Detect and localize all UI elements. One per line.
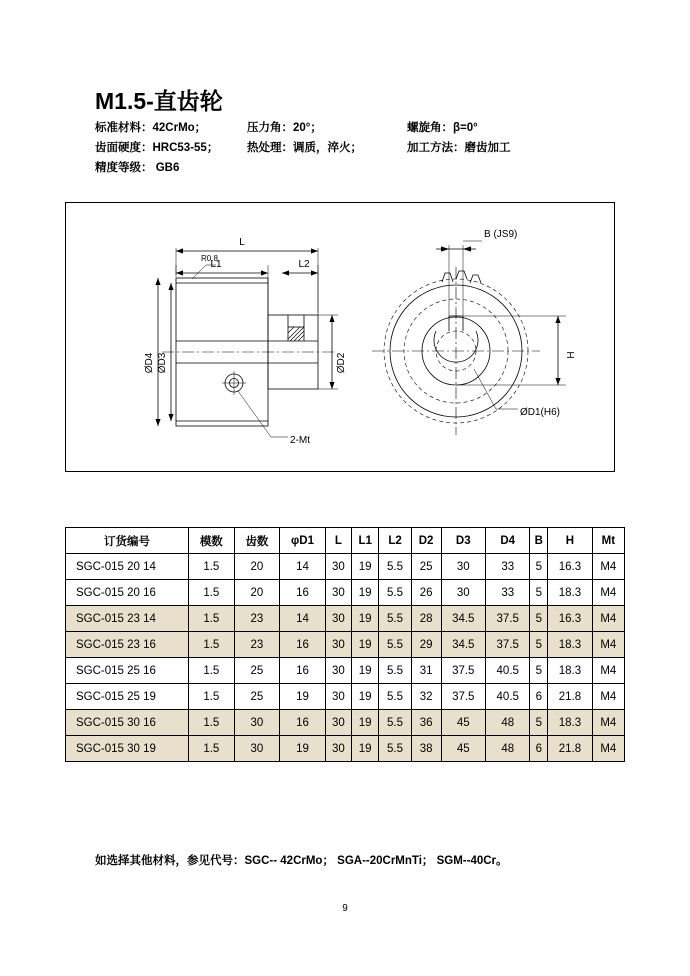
technical-drawing [65,202,615,472]
spec-accuracy-grade: 精度等级： GB6 [95,162,180,174]
cell-h: 21.8 [548,736,592,762]
cell-l: 30 [325,710,351,736]
cell-d4: 40.5 [486,658,530,684]
cell-mt: M4 [592,580,624,606]
spec-table-wrapper [65,527,625,762]
cell-l2: 5.5 [379,658,411,684]
cell-teeth: 23 [234,606,280,632]
spec-row [95,158,615,178]
cell-d4: 48 [486,736,530,762]
cell-order-code: SGC-015 23 16 [66,632,189,658]
col-header-d2: D2 [411,528,441,554]
cell-l1: 19 [351,710,378,736]
table-row [66,632,625,658]
col-header-module: 模数 [189,528,235,554]
cell-l: 30 [325,554,351,580]
cell-mt: M4 [592,554,624,580]
dim-label-radius: R0.8 [201,254,218,263]
cell-teeth: 20 [234,580,280,606]
table-row [66,580,625,606]
cell-teeth: 20 [234,554,280,580]
cell-d1: 16 [280,632,326,658]
cell-d2: 29 [411,632,441,658]
cell-module: 1.5 [189,710,235,736]
cell-teeth: 30 [234,710,280,736]
page-title: M1.5-直齿轮 [95,88,223,114]
cell-d4: 33 [486,580,530,606]
cell-b: 5 [530,632,548,658]
cell-d2: 28 [411,606,441,632]
col-header-d4: D4 [486,528,530,554]
cell-d4: 40.5 [486,684,530,710]
cell-b: 5 [530,580,548,606]
table-row [66,606,625,632]
col-header-b: B [530,528,548,554]
spec-material: 标准材料：42CrMo； [95,122,207,134]
footer-note: 如选择其他材料，参见代号：SGC-- 42CrMo； SGA--20CrMnTi； SGM--40Cr。 [95,855,508,867]
cell-l: 30 [325,736,351,762]
cell-order-code: SGC-015 25 19 [66,684,189,710]
dim-label-D4: ØD4 [144,352,155,374]
cell-l1: 19 [351,580,378,606]
cell-l1: 19 [351,684,378,710]
cell-d2: 25 [411,554,441,580]
cell-b: 6 [530,684,548,710]
col-header-d1: φD1 [280,528,326,554]
cell-module: 1.5 [189,554,235,580]
col-header-order-code: 订货编号 [66,528,189,554]
cell-teeth: 30 [234,736,280,762]
cell-d3: 30 [441,554,485,580]
spec-row [95,118,615,138]
table-row [66,684,625,710]
table-row [66,736,625,762]
col-header-d3: D3 [441,528,485,554]
cell-d3: 34.5 [441,606,485,632]
cell-l2: 5.5 [379,580,411,606]
cell-b: 5 [530,554,548,580]
cell-l2: 5.5 [379,606,411,632]
spec-helix-angle: 螺旋角：β=0° [407,122,478,134]
cell-h: 18.3 [548,658,592,684]
col-header-l1: L1 [351,528,378,554]
cell-module: 1.5 [189,606,235,632]
dim-label-L2: L2 [298,259,310,270]
cell-d1: 19 [280,736,326,762]
cell-l2: 5.5 [379,736,411,762]
cell-d2: 26 [411,580,441,606]
spec-row [95,138,615,158]
cell-mt: M4 [592,606,624,632]
cell-d4: 37.5 [486,632,530,658]
cell-d3: 34.5 [441,632,485,658]
spec-pressure-angle: 压力角：20°； [247,122,322,134]
cell-d2: 38 [411,736,441,762]
cell-l2: 5.5 [379,554,411,580]
cell-d3: 45 [441,710,485,736]
cell-order-code: SGC-015 20 14 [66,554,189,580]
cell-order-code: SGC-015 23 14 [66,606,189,632]
spec-heat-treatment: 热处理：调质，淬火； [247,142,362,154]
cell-b: 6 [530,736,548,762]
page-number: 9 [342,903,348,914]
table-body [66,554,625,762]
cell-h: 16.3 [548,606,592,632]
dim-label-D3: ØD3 [157,352,168,374]
cell-l: 30 [325,658,351,684]
cell-d3: 30 [441,580,485,606]
cell-teeth: 25 [234,658,280,684]
cell-b: 5 [530,606,548,632]
cell-mt: M4 [592,710,624,736]
cell-h: 18.3 [548,632,592,658]
cell-l: 30 [325,606,351,632]
table-row [66,658,625,684]
cell-l1: 19 [351,606,378,632]
dim-label-D1: ØD1(H6) [520,407,561,418]
table-row [66,710,625,736]
cell-mt: M4 [592,632,624,658]
cell-d2: 36 [411,710,441,736]
cell-mt: M4 [592,658,624,684]
cell-d1: 16 [280,580,326,606]
cell-d2: 31 [411,658,441,684]
cell-module: 1.5 [189,580,235,606]
cell-d1: 14 [280,606,326,632]
cell-d1: 16 [280,658,326,684]
cell-l2: 5.5 [379,684,411,710]
cell-b: 5 [530,710,548,736]
cell-d3: 37.5 [441,658,485,684]
spec-machining: 加工方法：磨齿加工 [407,142,511,154]
cell-l: 30 [325,632,351,658]
cell-order-code: SGC-015 30 19 [66,736,189,762]
cell-d3: 37.5 [441,684,485,710]
cell-l: 30 [325,580,351,606]
cell-teeth: 25 [234,684,280,710]
cell-l2: 5.5 [379,632,411,658]
table-row [66,554,625,580]
cell-module: 1.5 [189,684,235,710]
cell-d1: 14 [280,554,326,580]
cell-d3: 45 [441,736,485,762]
cell-l: 30 [325,684,351,710]
cell-l1: 19 [351,554,378,580]
cell-module: 1.5 [189,632,235,658]
cell-mt: M4 [592,684,624,710]
cell-d4: 33 [486,554,530,580]
col-header-teeth: 齿数 [234,528,280,554]
dim-label-D2: ØD2 [336,352,347,374]
table-header-row [66,528,625,554]
spec-hardness: 齿面硬度：HRC53-55； [95,142,219,154]
cell-module: 1.5 [189,658,235,684]
col-header-l: L [325,528,351,554]
dim-label-L: L [239,237,245,248]
cell-h: 21.8 [548,684,592,710]
cell-l1: 19 [351,736,378,762]
dim-label-B: B (JS9) [484,229,518,240]
cell-d2: 32 [411,684,441,710]
cell-h: 18.3 [548,710,592,736]
cell-order-code: SGC-015 30 16 [66,710,189,736]
cell-l2: 5.5 [379,710,411,736]
cell-h: 18.3 [548,580,592,606]
cell-l1: 19 [351,658,378,684]
col-header-mt: Mt [592,528,624,554]
cell-mt: M4 [592,736,624,762]
col-header-h: H [548,528,592,554]
cell-d1: 16 [280,710,326,736]
cell-teeth: 23 [234,632,280,658]
cell-module: 1.5 [189,736,235,762]
dim-label-Mt: 2-Mt [290,435,310,446]
dim-label-L1: L1 [210,259,222,270]
cell-order-code: SGC-015 25 16 [66,658,189,684]
col-header-l2: L2 [379,528,411,554]
spec-table [65,527,625,762]
cell-d1: 19 [280,684,326,710]
dim-label-H: H [566,351,577,359]
cell-order-code: SGC-015 20 16 [66,580,189,606]
cell-d4: 37.5 [486,606,530,632]
cell-b: 5 [530,658,548,684]
specification-block [95,118,615,178]
cell-h: 16.3 [548,554,592,580]
cell-d4: 48 [486,710,530,736]
cell-l1: 19 [351,632,378,658]
